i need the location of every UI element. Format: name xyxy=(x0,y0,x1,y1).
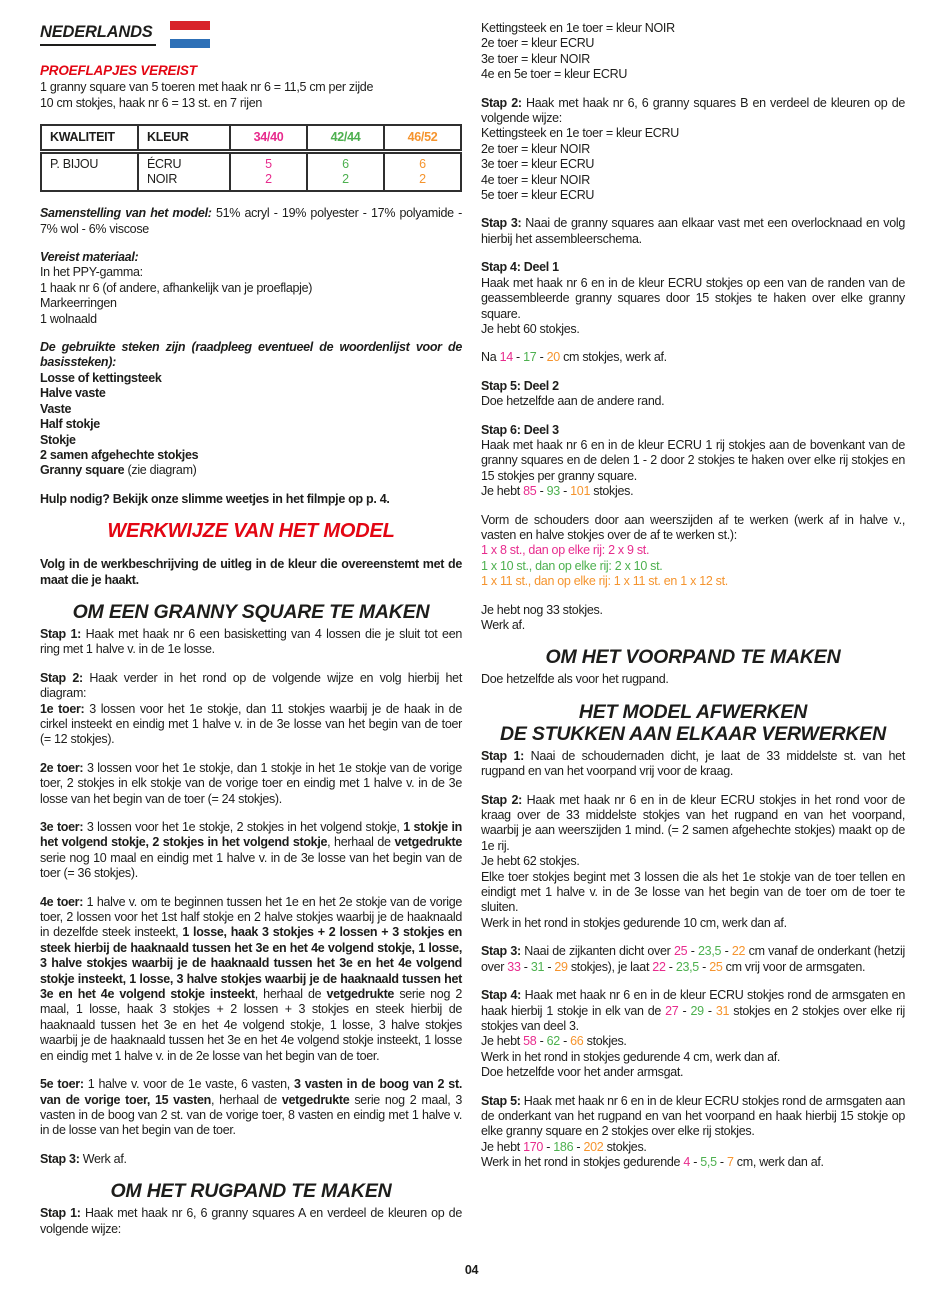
table-cell xyxy=(384,152,461,192)
text-segment: Doe hetzelfde als voor het rugpand. xyxy=(481,672,669,687)
afwerken-stap-1 xyxy=(481,749,905,780)
table-header-cell xyxy=(307,125,384,152)
text-segment: 1 x 8 st., dan op elke rij: 2 x 9 st. xyxy=(481,543,650,558)
afwerken-stap-4 xyxy=(481,988,905,1080)
proeflapjes-heading: PROEFLAPJES VEREIST xyxy=(40,63,197,78)
text-segment: Werk af. xyxy=(79,1151,127,1166)
text-segment: 17 xyxy=(523,350,537,365)
text-segment: Haak met haak nr 6, 6 granny squares B en verdeel de kleuren op de volgende wijze: xyxy=(481,95,906,126)
table-cell-text: 6 xyxy=(419,157,426,172)
text-segment: Stap 1: xyxy=(481,748,525,763)
text-segment: KWALITEIT xyxy=(50,130,115,145)
text-segment: Losse of kettingsteek xyxy=(40,370,162,385)
text-segment: 5e toer = kleur ECRU xyxy=(481,188,595,203)
text-segment: 85 xyxy=(523,484,537,499)
text-segment: stokjes en 2 stokjes over elke rij stokjes van deel 3. xyxy=(481,1003,905,1033)
text-segment: 1 x 10 st., dan op elke rij: 2 x 10 st. xyxy=(481,558,663,573)
rugpand-stap-6 xyxy=(481,423,905,500)
text-segment: 101 xyxy=(570,484,591,499)
afwerken-stap-3 xyxy=(481,944,905,975)
text-segment: 170 xyxy=(523,1139,544,1154)
text-segment: Granny square xyxy=(40,463,125,478)
text-segment: 1 granny square van 5 toeren met haak nr 6 = 11,5 cm per zijde xyxy=(40,80,374,95)
text-segment: 31 xyxy=(715,1003,730,1018)
table-cell xyxy=(307,152,384,192)
gauge-paragraph xyxy=(40,80,462,111)
text-segment: Haak met haak nr 6 en in de kleur ECRU stokjes rond de armsgaten en haak hierbij 1 stokje in elk van de xyxy=(481,988,905,1018)
text-segment: cm, werk dan af. xyxy=(733,1155,824,1170)
text-segment: stokjes. xyxy=(590,484,634,499)
text-segment: Halve vaste xyxy=(40,386,106,401)
text-segment: serie nog 2 maal, 3 vasten in de boog van 2 st. van de vorige toer, 8 vasten en eindig met 1 halve v. in de losse van het begin van de toer. xyxy=(40,1092,462,1138)
text-segment: Werk in het rond in stokjes gedurende xyxy=(481,1155,684,1170)
text-segment: 1 haak nr 6 (of andere, afhankelijk van je proeflapje) xyxy=(40,280,313,295)
table-cell-text: NOIR xyxy=(147,172,178,187)
heading-werkwijze: WERKWIJZE VAN HET MODEL xyxy=(107,520,395,543)
text-segment: Haak met haak nr 6 en in de kleur ECRU stokjes op een van de randen van de geassembleerde granny squares door 15 stokjes te haken over elke granny square. xyxy=(481,275,905,321)
text-segment: , herhaal de xyxy=(254,987,327,1002)
text-segment: Stokje xyxy=(40,432,76,447)
text-segment: 93 xyxy=(546,484,560,499)
text-segment: 1 stokje in het volgend stokje, 2 stokjes in het volgend stokje xyxy=(40,820,462,850)
text-segment: 4e toer: xyxy=(40,894,84,909)
text-segment: - xyxy=(703,1003,716,1018)
text-segment: - xyxy=(690,1155,701,1170)
text-segment: 202 xyxy=(583,1139,604,1154)
text-segment: 2 samen afgehechte stokjes xyxy=(40,447,199,462)
text-segment: 25 xyxy=(673,944,688,959)
text-segment: Stap 2: xyxy=(40,670,83,685)
table-cell-text: 2 xyxy=(265,172,272,187)
text-segment: 7 xyxy=(726,1155,734,1170)
table-cell-text: 2 xyxy=(342,172,349,187)
text-segment: Haak verder in het rond op de volgende wijze en volg hierbij het diagram: xyxy=(40,670,462,701)
table-cell-text: 2 xyxy=(419,172,426,187)
text-segment: 5,5 xyxy=(700,1155,717,1170)
text-segment: Je hebt xyxy=(481,1139,524,1154)
table-cell-text: 5 xyxy=(265,157,272,172)
text-segment: Na xyxy=(481,350,500,365)
text-segment: 4 xyxy=(683,1155,691,1170)
text-segment: - xyxy=(716,1155,727,1170)
rugpand-stap-3 xyxy=(481,216,905,247)
left-column xyxy=(40,21,462,1250)
text-segment: 29 xyxy=(554,959,568,974)
text-segment: - xyxy=(573,1139,584,1154)
table-cell xyxy=(138,152,230,192)
text-segment: Je hebt nog 33 stokjes. xyxy=(481,602,603,617)
text-segment: vetgedrukte xyxy=(281,1092,350,1107)
text-segment: cm stokjes, werk af. xyxy=(559,350,667,365)
text-segment: stokjes. xyxy=(583,1034,627,1049)
text-segment: Doe hetzelfde voor het ander armsgat. xyxy=(481,1065,684,1080)
text-segment: Werk af. xyxy=(481,618,525,632)
toer-2 xyxy=(40,761,462,807)
text-segment: 22 xyxy=(731,944,746,959)
table-cell xyxy=(41,152,138,192)
heading-granny-square: OM EEN GRANNY SQUARE TE MAKEN xyxy=(72,600,430,623)
table-row xyxy=(41,152,461,192)
table-cell-text: 6 xyxy=(342,157,349,172)
text-segment: Stap 3: xyxy=(481,944,521,959)
toer-5 xyxy=(40,1077,462,1139)
text-segment: Je hebt xyxy=(481,1034,524,1049)
granny-stap-3 xyxy=(40,1152,462,1167)
remaining-stitches xyxy=(481,603,905,634)
text-segment: Half stokje xyxy=(40,417,100,432)
stitches-paragraph xyxy=(40,340,462,479)
text-segment: Stap 3: xyxy=(481,216,522,231)
text-segment: 3e toer = kleur NOIR xyxy=(481,51,590,66)
text-segment: 33 xyxy=(507,959,521,974)
rugpand-stap-4 xyxy=(481,260,905,337)
text-segment: 4e en 5e toer = kleur ECRU xyxy=(481,67,628,82)
granny-stap-1 xyxy=(40,627,462,658)
text-segment: 66 xyxy=(570,1034,584,1049)
text-segment: Naai de schoudernaden dicht, je laat de 33 middelste st. van het rugpand en van het voorpand vrij voor de kraag. xyxy=(481,748,905,779)
text-segment: - xyxy=(678,1003,691,1018)
rugpand-stap-2 xyxy=(481,96,905,204)
toer-4 xyxy=(40,895,462,1064)
text-segment: Stap 3: xyxy=(40,1151,80,1166)
text-segment: KLEUR xyxy=(147,130,189,145)
yarn-table xyxy=(40,124,462,192)
text-segment: Naai de granny squares aan elkaar vast met een overlocknaad en volg hierbij het assembleerschema. xyxy=(481,216,905,246)
text-segment: 27 xyxy=(665,1003,679,1018)
heading-afwerken: HET MODEL AFWERKEN DE STUKKEN AAN ELKAAR VERWERKEN xyxy=(500,700,886,745)
text-segment: 3 lossen voor het 1e stokje, dan 1 stokje in het 1e stokje van de vorige toer, 2 stokjes in elk stokje van de vorige toer en eindig met 1 halve v. in de 3e losse van het begin van de toer (= 24 stokjes). xyxy=(40,760,462,806)
text-segment: Haak met haak nr 6, 6 granny squares A en verdeel de kleuren op de volgende wijze: xyxy=(40,1206,462,1236)
text-segment: - xyxy=(536,484,547,499)
text-segment: 34/40 xyxy=(253,130,284,145)
voorpand-instruction xyxy=(481,672,905,687)
text-segment: Vaste xyxy=(40,401,72,416)
text-segment: 4e toer = kleur NOIR xyxy=(481,172,590,187)
text-segment: - xyxy=(559,484,571,499)
afwerken-stap-2 xyxy=(481,793,905,932)
text-segment: Stap 5: xyxy=(481,1093,521,1108)
text-segment: Je hebt 60 stokjes. xyxy=(481,321,580,336)
text-segment: 1 x 11 st., dan op elke rij: 1 x 11 st. en 1 x 12 st. xyxy=(481,574,728,589)
text-segment: cm vrij voor de armsgaten. xyxy=(722,959,866,974)
text-segment: Doe hetzelfde aan de andere rand. xyxy=(481,394,665,409)
text-segment: 3 vasten in de boog van 2 st. van de vorige toer, 15 vasten xyxy=(40,1077,462,1107)
text-segment: Vorm de schouders door aan weerszijden af te werken (werk af in halve v., vasten en halve stokjes over de af te werken st.): xyxy=(481,512,905,542)
text-segment: vetgedrukte xyxy=(326,987,395,1002)
language-title: NEDERLANDS xyxy=(40,21,156,46)
materials-paragraph xyxy=(40,250,462,327)
text-segment: vetgedrukte xyxy=(394,835,462,850)
text-segment: Stap 2: xyxy=(481,95,522,110)
text-segment: Kettingsteek en 1e toer = kleur NOIR xyxy=(481,21,675,35)
text-segment: Kettingsteek en 1e toer = kleur ECRU xyxy=(481,126,679,141)
text-segment: Haak met haak nr 6 een basisketting van 4 lossen die je sluit tot een ring met 1 halve v. in de 1e losse. xyxy=(40,626,463,657)
rugpand-stap-5 xyxy=(481,379,905,410)
text-segment: Vereist materiaal: xyxy=(40,250,139,265)
text-segment: , herhaal de xyxy=(211,1092,282,1107)
netherlands-flag-icon xyxy=(170,21,210,48)
text-segment: Haak met haak nr 6 en in de kleur ECRU stokjes rond de armsgaten aan de onderkant van het rugpand en van het voorpand en haak hierbij 15 stokje op elke granny square en 2 stokjes over elke rij stokjes. xyxy=(481,1093,905,1139)
text-segment: 1e toer: xyxy=(40,701,85,716)
help-paragraph xyxy=(40,492,462,507)
text-segment: 3e toer: xyxy=(40,820,84,834)
table-cell-text: P. BIJOU xyxy=(50,157,99,172)
text-segment: 23,5 xyxy=(698,944,722,959)
color-size-note xyxy=(40,557,462,588)
text-segment: stokjes), je laat xyxy=(567,959,653,974)
text-segment: Naai de zijkanten dicht over xyxy=(520,944,674,959)
text-segment: Elke toer stokjes begint met 3 lossen die als het 1e stokje van de toer tellen en eindigt met 1 halve v. in de 3e losse van het begin van de toer om de toer te sluiten. xyxy=(481,869,905,915)
text-segment: - xyxy=(544,959,555,974)
text-segment: De gebruikte steken zijn (raadpleeg eventueel de woordenlijst voor de basissteken): xyxy=(40,340,462,370)
text-segment: Hulp nodig? Bekijk onze slimme weetjes in het filmpje op p. 4. xyxy=(40,491,390,506)
text-segment: - xyxy=(665,959,676,974)
text-segment: Stap 6: Deel 3 xyxy=(481,422,559,437)
text-segment: stokjes. xyxy=(603,1139,647,1154)
text-segment: 62 xyxy=(546,1034,560,1049)
text-segment: 1 halve v. om te beginnen tussen het 1e en het 2e stokje van de vorige toer, 2 lossen voor het 1st half stokje en 2 halve stokjes waarbij je de haaknaald in dezelfde steek insteekt, xyxy=(40,894,462,940)
text-segment: Stap 2: xyxy=(481,792,523,807)
text-segment: 10 cm stokjes, haak nr 6 = 13 st. en 7 rijen xyxy=(40,95,262,110)
text-segment: Stap 1: xyxy=(40,1206,81,1221)
text-segment: , herhaal de xyxy=(327,835,395,850)
text-segment: 5e toer: xyxy=(40,1077,84,1092)
text-segment: In het PPY-gamma: xyxy=(40,265,143,280)
text-segment: Je hebt 62 stokjes. xyxy=(481,854,580,869)
text-segment: Werk in het rond in stokjes gedurende 10 cm, werk dan af. xyxy=(481,915,787,930)
text-segment: - xyxy=(512,350,524,365)
text-segment: 29 xyxy=(690,1003,704,1018)
table-cell-text: ÉCRU xyxy=(147,157,182,172)
text-segment: 1 losse, haak 3 stokjes + 2 lossen + 3 stokjes en steek hierbij de haaknaald tussen het 3e en het 4e volgend stokje, 1 losse, 3 halve stokjes waarbij je de haaknaald tussen het 3e en het 4e volgend stokje insteekt, 1 losse, 3 halve stokjes waarbij je de haaknaald tussen het 3e en het 4e volgend stokje insteekt xyxy=(40,925,462,1002)
text-segment: Stap 4: Deel 1 xyxy=(481,260,559,275)
table-header-cell xyxy=(41,125,138,152)
text-segment: 58 xyxy=(523,1034,537,1049)
text-segment: 25 xyxy=(709,959,723,974)
text-segment: Stap 1: xyxy=(40,626,81,641)
text-segment: 51% acryl - 19% polyester - 17% polyamide - 7% wol - 6% viscose xyxy=(40,206,463,236)
text-segment: - xyxy=(536,1034,547,1049)
text-segment: cm vanaf de onderkant (hetzij over xyxy=(481,944,905,974)
text-segment: Haak met haak nr 6 en in de kleur ECRU stokjes in het rond voor de kraag over de 33 middelste stokjes van het rugpand en van het voorpand, waarbij je aan weerszijden 1 mind. (= 2 samen afgehechte stokjes) maakt op de 1e rij. xyxy=(481,792,905,853)
text-segment: 22 xyxy=(652,959,666,974)
text-segment: Markeerringen xyxy=(40,296,117,311)
text-segment: - xyxy=(721,944,732,959)
heading-voorpand: OM HET VOORPAND TE MAKEN xyxy=(545,646,841,669)
text-segment: serie nog 10 maal en eindig met 1 halve v. in de 3e losse van het begin van de toer (= 36 stokjes). xyxy=(40,850,462,881)
text-segment: 186 xyxy=(553,1139,574,1154)
text-segment: Werk in het rond in stokjes gedurende 4 cm, werk dan af. xyxy=(481,1049,781,1064)
text-segment: - xyxy=(543,1139,554,1154)
table-header-cell xyxy=(230,125,307,152)
squares-a-colors xyxy=(481,21,905,83)
text-segment: Stap 5: Deel 2 xyxy=(481,378,559,393)
text-segment: 31 xyxy=(530,959,545,974)
text-segment: serie nog 2 maal, 1 losse, haak 3 stokjes + 2 lossen + 3 stokjes en steek hierbij de haaknaald tussen het 3e en het 4e volgend stokje, 1 losse, 3 halve stokjes waarbij je de haaknaald tussen het 3e en het 4e volgend stokje insteekt, 1 losse en eindig met 1 halve v. in de 2e losse van het begin van de toer. xyxy=(40,987,462,1063)
text-segment: 1 halve v. voor de 1e vaste, 6 vasten, xyxy=(83,1077,295,1092)
text-segment: 1 wolnaald xyxy=(40,311,97,326)
text-segment: 2e toer = kleur NOIR xyxy=(481,141,590,156)
table-header-cell xyxy=(138,125,230,152)
page-number: 04 xyxy=(464,1262,479,1277)
composition-paragraph xyxy=(40,206,462,237)
afwerken-stap-5 xyxy=(481,1094,905,1171)
text-segment: 20 xyxy=(546,350,560,365)
text-segment: - xyxy=(559,1034,571,1049)
text-segment: Je hebt xyxy=(481,484,524,499)
text-segment: 3e toer = kleur ECRU xyxy=(481,157,595,172)
text-segment: - xyxy=(536,350,547,365)
text-segment: 42/44 xyxy=(330,130,361,145)
text-segment: Stap 4: xyxy=(481,988,521,1003)
granny-stap-2-toer-1 xyxy=(40,671,462,748)
text-segment: 2e toer = kleur ECRU xyxy=(481,36,595,51)
text-segment: 23,5 xyxy=(675,959,699,974)
text-segment: 3 lossen voor het 1e stokje, 2 stokjes in het volgend stokje, xyxy=(83,820,404,834)
language-header xyxy=(40,21,462,48)
text-segment: Volg in de werkbeschrijving de uitleg in de kleur die overeenstemt met de maat die je haakt. xyxy=(40,557,462,587)
text-segment: - xyxy=(520,959,531,974)
text-segment: - xyxy=(698,959,710,974)
table-header-cell xyxy=(384,125,461,152)
toer-3 xyxy=(40,820,462,882)
text-segment: 46/52 xyxy=(407,130,438,145)
text-segment: 3 lossen voor het 1e stokje, dan 11 stokjes waarbij je de haak in de cirkel insteekt en eindig met 1 halve v. in de 3e losse van het begin van de toer (= 12 stokjes). xyxy=(40,701,462,747)
text-segment: Haak met haak nr 6 en in de kleur ECRU 1 rij stokjes aan de bovenkant van de granny squares en de delen 1 - 2 door 2 stokjes te haken over elke rij stokjes en 15 stokjes per granny square. xyxy=(481,437,905,483)
text-segment: 2e toer: xyxy=(40,760,84,775)
text-segment: Samenstelling van het model: xyxy=(40,206,212,221)
right-column xyxy=(481,21,905,1184)
rugpand-length-note xyxy=(481,350,905,365)
text-segment: - xyxy=(687,944,699,959)
shoulder-shaping xyxy=(481,513,905,590)
heading-rugpand: OM HET RUGPAND TE MAKEN xyxy=(110,1180,392,1203)
text-segment: 14 xyxy=(499,350,513,365)
rugpand-stap-1 xyxy=(40,1206,462,1237)
text-segment: (zie diagram) xyxy=(124,463,197,478)
table-cell xyxy=(230,152,307,192)
